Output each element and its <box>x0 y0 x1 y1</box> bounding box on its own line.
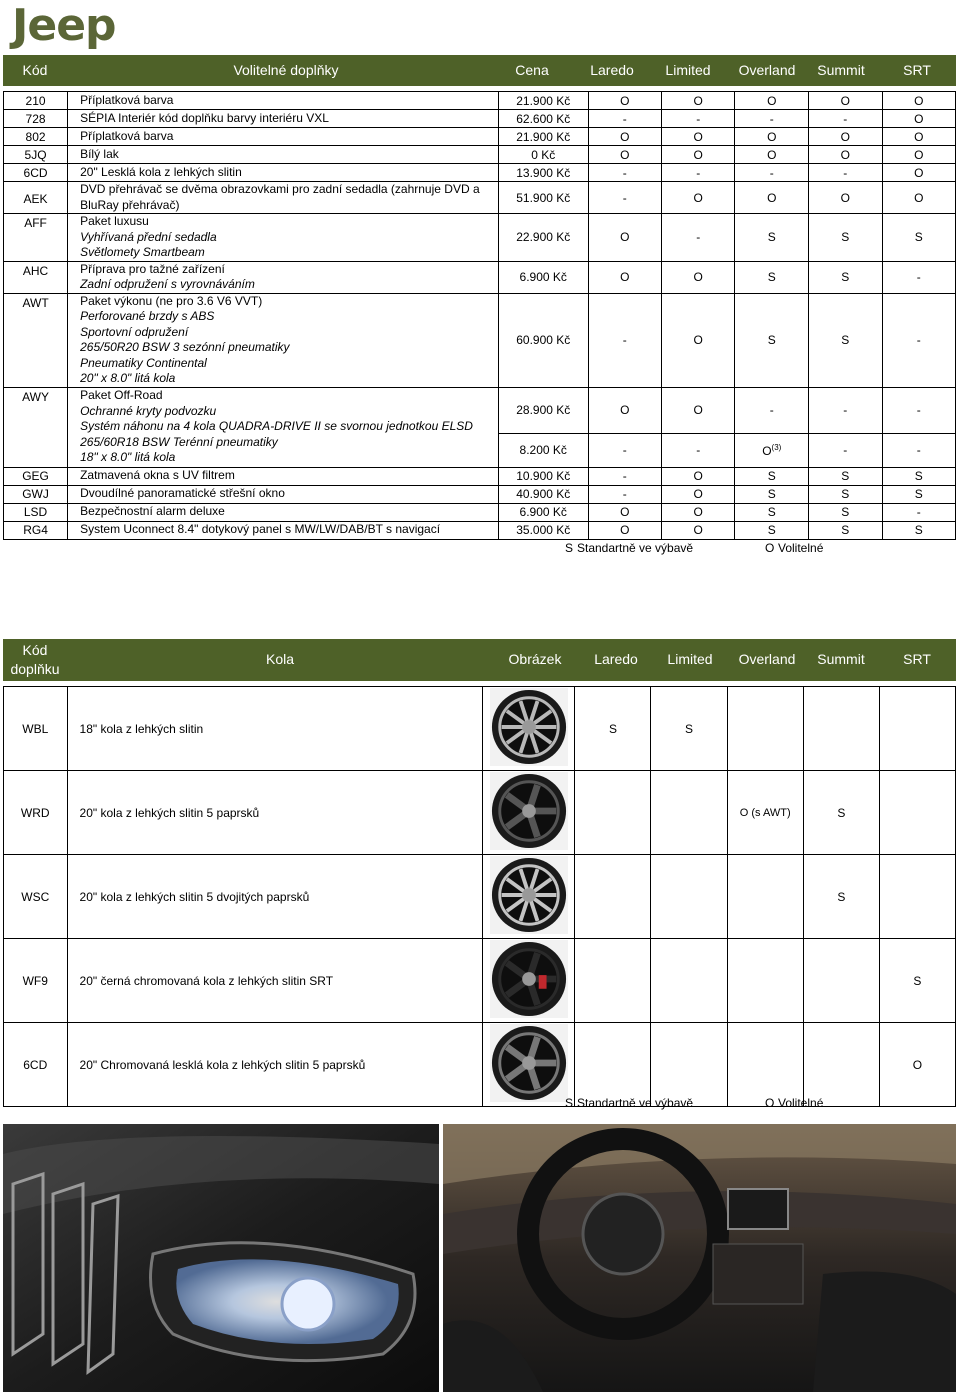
option-availability: S <box>882 485 955 503</box>
option-availability: O <box>882 110 955 128</box>
option-price: 6.900 Kč <box>498 503 588 521</box>
header-wheel-code <box>3 641 67 679</box>
wheel-availability <box>727 855 803 939</box>
option-description-line: Příplatková barva <box>80 128 174 143</box>
option-description-line: BluRay přehrávač) <box>80 197 180 212</box>
header-w-limited: Limited <box>667 651 713 667</box>
option-availability: O <box>662 503 735 521</box>
option-availability: O <box>588 128 661 146</box>
options-table <box>3 91 956 540</box>
wheel-chrome-5-spoke-image <box>490 1024 568 1102</box>
option-availability: S <box>809 503 882 521</box>
option-description <box>68 261 499 293</box>
option-description <box>68 214 499 262</box>
option-availability: O <box>662 387 735 433</box>
wheel-availability <box>575 939 651 1023</box>
wheels-table <box>3 686 956 1107</box>
option-availability: S <box>735 521 809 539</box>
option-availability: S <box>809 261 882 293</box>
option-availability: O <box>588 261 661 293</box>
option-description-line: Systém náhonu na 4 kola QUADRA-DRIVE II se svornou jednotkou ELSD <box>80 419 473 434</box>
wheel-black-srt-image <box>490 940 568 1018</box>
wheel-availability: S <box>651 687 727 771</box>
option-availability: S <box>735 214 809 262</box>
wheel-availability <box>727 1023 803 1107</box>
option-availability: - <box>735 387 809 433</box>
wheel-image-cell <box>482 771 575 855</box>
option-availability: O <box>588 503 661 521</box>
option-availability-value: - <box>843 443 848 457</box>
option-price: 35.000 Kč <box>498 521 588 539</box>
header-wheel-code-line2: doplňku <box>10 661 60 677</box>
option-description-line: Paket výkonu (ne pro 3.6 V6 VVT) <box>80 293 263 308</box>
wheel-availability: O <box>879 1023 955 1107</box>
option-availability: O <box>662 182 735 214</box>
option-availability: O <box>735 128 809 146</box>
legend-o-text: Volitelné <box>778 1096 824 1110</box>
option-description-line: Paket luxusu <box>80 214 149 228</box>
option-row <box>4 146 956 164</box>
option-description-line: DVD přehrávač se dvěma obrazovkami pro zadní sedadla (zahrnuje DVD a <box>80 182 480 196</box>
wheel-availability <box>575 1023 651 1107</box>
option-availability: - <box>809 110 882 128</box>
option-description-line: Ochranné kryty podvozku <box>80 403 217 418</box>
interior-photo <box>443 1124 956 1392</box>
option-availability: S <box>809 214 882 262</box>
option-row <box>4 92 956 110</box>
wheel-availability <box>803 687 879 771</box>
option-description <box>68 485 499 503</box>
header-w-summit: Summit <box>817 651 865 667</box>
option-description-line: Vyhřívaná přední sedadla <box>80 229 217 244</box>
option-availability: O <box>662 467 735 485</box>
option-description <box>68 521 499 539</box>
option-availability: - <box>662 214 735 262</box>
option-price: 6.900 Kč <box>498 261 588 293</box>
option-price: 21.900 Kč <box>498 92 588 110</box>
header-summit: Summit <box>817 62 865 78</box>
wheel-5-spoke-dark-image <box>490 772 568 850</box>
header-w-laredo: Laredo <box>594 651 638 667</box>
option-code: 5JQ <box>4 146 68 164</box>
option-availability: - <box>882 387 955 433</box>
option-availability: O <box>882 92 955 110</box>
option-availability-value: - <box>916 443 921 457</box>
option-availability: O <box>809 146 882 164</box>
option-availability: S <box>809 485 882 503</box>
option-availability <box>809 433 882 467</box>
option-description-line: Bezpečnostní alarm deluxe <box>80 504 225 519</box>
option-availability: O <box>735 146 809 164</box>
option-row <box>4 182 956 214</box>
option-availability: - <box>809 164 882 182</box>
wheel-code: WSC <box>4 855 68 939</box>
option-description <box>68 164 499 182</box>
option-availability: - <box>735 110 809 128</box>
option-price: 0 Kč <box>498 146 588 164</box>
option-availability: O <box>882 128 955 146</box>
option-availability-value: - <box>696 443 701 457</box>
option-availability: - <box>882 293 955 387</box>
headlight-photo <box>3 1124 439 1392</box>
wheel-availability: S <box>575 687 651 771</box>
option-availability: S <box>735 261 809 293</box>
wheel-availability <box>575 855 651 939</box>
wheel-image-cell <box>482 855 575 939</box>
option-description-line: System Uconnect 8.4" dotykový panel s MW/LW/DAB/BT s navigací <box>80 522 441 537</box>
option-availability: O <box>588 387 661 433</box>
wheel-description: 20" černá chromovaná kola z lehkých slitin SRT <box>67 939 482 1023</box>
option-price: 22.900 Kč <box>498 214 588 262</box>
option-code: AWY <box>4 387 68 467</box>
footnote-ref: (3) <box>771 442 782 452</box>
option-availability: O <box>588 92 661 110</box>
option-availability: O <box>735 92 809 110</box>
option-description-line: Pneumatiky Continental <box>80 355 207 370</box>
option-availability: O <box>662 521 735 539</box>
option-description-line: 265/50R20 BSW 3 sezónní pneumatiky <box>80 340 290 354</box>
option-availability: O <box>662 128 735 146</box>
option-availability: O <box>882 182 955 214</box>
wheel-row <box>4 855 956 939</box>
header-overland: Overland <box>738 62 796 78</box>
wheel-row <box>4 771 956 855</box>
option-availability: O <box>882 146 955 164</box>
option-availability: S <box>882 214 955 262</box>
option-code: 6CD <box>4 164 68 182</box>
wheel-availability <box>651 855 727 939</box>
option-availability: O <box>809 128 882 146</box>
option-description-line: Zatmavená okna s UV filtrem <box>80 468 235 483</box>
option-description-line: Bílý lak <box>80 146 119 161</box>
option-code: AWT <box>4 293 68 387</box>
wheel-availability <box>879 771 955 855</box>
option-row <box>4 164 956 182</box>
wheel-row <box>4 687 956 771</box>
wheel-description: 18" kola z lehkých slitin <box>67 687 482 771</box>
option-description <box>68 503 499 521</box>
legend-s-text: Standartně ve výbavě <box>577 1096 694 1110</box>
option-description-line: 18" x 8.0" litá kola <box>80 450 176 465</box>
option-availability: S <box>735 293 809 387</box>
header-wheels: Kola <box>265 651 295 667</box>
wheel-availability: S <box>803 771 879 855</box>
option-price: 28.900 Kč <box>498 387 588 433</box>
wheel-description: 20" kola z lehkých slitin 5 dvojitých paprsků <box>67 855 482 939</box>
option-description-line: SÉPIA Interiér kód doplňku barvy interiéru VXL <box>80 110 329 125</box>
wheel-availability: S <box>803 855 879 939</box>
option-availability: O <box>809 92 882 110</box>
legend-o-text: Volitelné <box>778 541 824 555</box>
option-availability <box>735 433 809 467</box>
option-availability: S <box>809 293 882 387</box>
wheel-row <box>4 939 956 1023</box>
option-code: AFF <box>4 214 68 262</box>
option-availability: O <box>662 146 735 164</box>
option-row <box>4 467 956 485</box>
header-code: Kód <box>22 62 48 78</box>
wheel-description: 20" Chromovaná lesklá kola z lehkých slitin 5 paprsků <box>67 1023 482 1107</box>
option-availability: O <box>588 214 661 262</box>
option-row <box>4 293 956 387</box>
option-code: AHC <box>4 261 68 293</box>
option-availability: - <box>588 182 661 214</box>
wheel-availability: O (s AWT) <box>727 771 803 855</box>
option-price: 13.900 Kč <box>498 164 588 182</box>
header-w-overland: Overland <box>738 651 796 667</box>
option-availability <box>588 433 661 467</box>
option-availability-value: O <box>762 443 772 458</box>
option-description-line: 265/60R18 BSW Terénní pneumatiky <box>80 434 278 449</box>
option-availability: O <box>662 261 735 293</box>
option-code: 210 <box>4 92 68 110</box>
option-description-line: 20" x 8.0" litá kola <box>80 371 176 385</box>
wheel-availability <box>651 939 727 1023</box>
option-availability: - <box>809 387 882 433</box>
option-description-line: 20" Lesklá kola z lehkých slitin <box>80 164 242 179</box>
option-availability: - <box>662 110 735 128</box>
option-availability: O <box>588 521 661 539</box>
option-row <box>4 485 956 503</box>
header-laredo: Laredo <box>590 62 634 78</box>
wheel-availability <box>879 687 955 771</box>
option-availability: - <box>735 164 809 182</box>
option-description <box>68 92 499 110</box>
wheels-table-header <box>3 639 956 681</box>
option-description-line: Příprava pro tažné zařízení <box>80 261 225 276</box>
wheel-availability <box>727 687 803 771</box>
wheel-availability <box>879 855 955 939</box>
wheel-code: WBL <box>4 687 68 771</box>
legend-s-key: S <box>565 1096 574 1110</box>
option-row <box>4 387 956 433</box>
header-wheel-code-line1: Kód <box>22 642 48 658</box>
wheel-availability <box>803 939 879 1023</box>
option-availability: O <box>588 146 661 164</box>
option-availability: O <box>662 92 735 110</box>
option-availability: - <box>882 503 955 521</box>
option-description-line: Perforované brzdy s ABS <box>80 309 215 323</box>
header-w-srt: SRT <box>903 651 931 667</box>
option-code: GEG <box>4 467 68 485</box>
option-description-line: Sportovní odpružení <box>80 324 189 339</box>
wheel-10-spoke-silver-image <box>490 688 568 766</box>
option-availability: - <box>588 110 661 128</box>
option-description-line: Paket Off-Road <box>80 388 163 403</box>
wheel-availability: S <box>879 939 955 1023</box>
wheel-availability <box>727 939 803 1023</box>
option-price: 60.900 Kč <box>498 293 588 387</box>
option-row <box>4 261 956 293</box>
wheel-image-cell <box>482 1023 575 1107</box>
wheel-availability <box>651 771 727 855</box>
wheel-availability <box>803 1023 879 1107</box>
option-availability: S <box>809 521 882 539</box>
header-limited: Limited <box>665 62 711 78</box>
option-availability: O <box>882 164 955 182</box>
option-price: 62.600 Kč <box>498 110 588 128</box>
option-availability: S <box>882 521 955 539</box>
option-code: AEK <box>4 182 68 214</box>
option-availability: S <box>809 467 882 485</box>
option-description-line: Příplatková barva <box>80 92 174 107</box>
wheel-code: WF9 <box>4 939 68 1023</box>
option-availability: S <box>735 503 809 521</box>
option-availability: O <box>735 182 809 214</box>
option-code: 802 <box>4 128 68 146</box>
header-srt: SRT <box>903 62 931 78</box>
option-availability: - <box>882 261 955 293</box>
option-availability-value: - <box>622 443 627 457</box>
option-code: LSD <box>4 503 68 521</box>
option-code: 728 <box>4 110 68 128</box>
legend-s-key: S <box>565 541 574 555</box>
options-table-header <box>3 55 956 86</box>
option-availability: - <box>662 164 735 182</box>
jeep-logo: Jeep <box>12 0 116 51</box>
option-availability <box>662 433 735 467</box>
option-availability: - <box>588 467 661 485</box>
legend-o-key: O <box>765 541 775 555</box>
option-price: 51.900 Kč <box>498 182 588 214</box>
wheel-image-cell <box>482 939 575 1023</box>
option-row <box>4 110 956 128</box>
wheel-code: WRD <box>4 771 68 855</box>
option-price: 8.200 Kč <box>498 433 588 467</box>
option-availability: - <box>588 485 661 503</box>
option-description <box>68 387 499 467</box>
option-availability: S <box>735 467 809 485</box>
header-image: Obrázek <box>508 651 562 667</box>
option-availability: - <box>588 164 661 182</box>
option-price: 21.900 Kč <box>498 128 588 146</box>
option-description-line: Dvoudílné panoramatické střešní okno <box>80 486 285 501</box>
wheel-code: 6CD <box>4 1023 68 1107</box>
option-description <box>68 293 499 387</box>
wheel-availability <box>575 771 651 855</box>
option-availability <box>882 433 955 467</box>
option-row <box>4 521 956 539</box>
option-row <box>4 214 956 262</box>
option-description-line: Zadní odpružení s vyrovnáváním <box>80 277 255 291</box>
option-availability: O <box>809 182 882 214</box>
legend-s-text: Standartně ve výbavě <box>577 541 694 555</box>
header-options: Volitelné doplňky <box>233 62 339 78</box>
option-price: 40.900 Kč <box>498 485 588 503</box>
option-description <box>68 146 499 164</box>
wheel-availability <box>651 1023 727 1107</box>
option-description-line: Světlomety Smartbeam <box>80 245 205 259</box>
option-row <box>4 503 956 521</box>
option-description <box>68 182 499 214</box>
option-availability: O <box>662 485 735 503</box>
option-description <box>68 110 499 128</box>
option-price: 10.900 Kč <box>498 467 588 485</box>
wheel-image-cell <box>482 687 575 771</box>
option-row <box>4 128 956 146</box>
wheel-split-spoke-silver-image <box>490 856 568 934</box>
option-description <box>68 128 499 146</box>
option-code: GWJ <box>4 485 68 503</box>
legend-o-key: O <box>765 1096 775 1110</box>
wheel-row <box>4 1023 956 1107</box>
option-description <box>68 467 499 485</box>
option-availability: O <box>662 293 735 387</box>
option-availability: S <box>882 467 955 485</box>
option-code: RG4 <box>4 521 68 539</box>
option-availability: S <box>735 485 809 503</box>
wheel-description: 20" kola z lehkých slitin 5 paprsků <box>67 771 482 855</box>
option-availability: - <box>588 293 661 387</box>
header-price: Cena <box>515 62 549 78</box>
